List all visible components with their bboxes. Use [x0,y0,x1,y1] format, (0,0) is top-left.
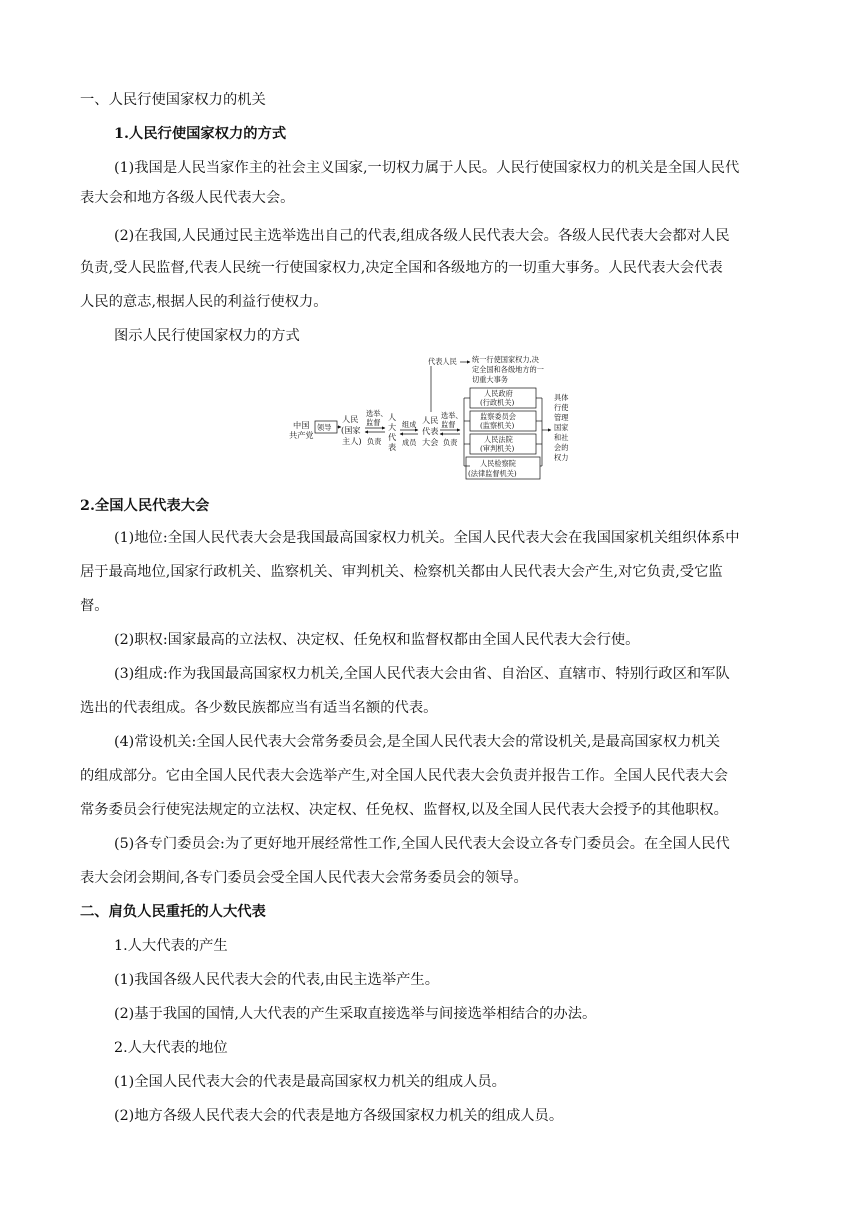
section-heading: 二、肩负人民重托的人大代表 [80,904,266,920]
diagram-congress: 人民 [422,415,439,425]
diagram-responsible2: 负责 [443,438,458,447]
diagram-responsible: 负责 [367,437,382,446]
diagram-rep-people: 代表人民 [428,357,457,366]
paragraph-line: 选出的代表组成。各少数民族都应当有适当名额的代表。 [80,700,438,716]
power-structure-diagram [288,352,584,486]
diagram-exercise: 具体 [554,393,569,402]
diagram-people: 人民 [342,414,359,424]
diagram-exercise: 管理 [554,413,569,422]
diagram-party: 共产党 [289,430,314,440]
diagram-unified: 切重大事务 [472,375,508,384]
diagram-elect2: 监督 [441,420,456,429]
paragraph-line: (2)职权:国家最高的立法权、决定权、任免权和监督权都由全国人民代表大会行使。 [114,632,640,648]
paragraph-line: 居于最高地位,国家行政机关、监察机关、审判机关、检察机关都由人民代表大会产生,对它负责,受它监 [80,564,723,580]
diagram-exercise: 和社 [554,433,569,442]
diagram-people: (国家 [341,425,361,435]
paragraph-line: (1)地位:全国人民代表大会是我国最高国家权力机关。全国人民代表大会在我国国家机关组织体系中 [114,530,740,546]
organ-type: (审判机关) [480,444,515,453]
diagram-exercise: 国家 [554,423,569,432]
diagram-exercise: 行使 [554,403,569,412]
figure-caption: 图示人民行使国家权力的方式 [114,328,300,344]
diagram-member: 成员 [402,438,417,447]
paragraph-line: 人民的意志,根据人民的利益行使权力。 [80,294,328,310]
list-item: (2)地方各级人民代表大会的代表是地方各级国家权力机关的组成人员。 [114,1108,564,1124]
list-item: (1)全国人民代表大会的代表是最高国家权力机关的组成人员。 [114,1074,506,1090]
paragraph-line: (1)我国是人民当家作主的社会主义国家,一切权力属于人民。人民行使国家权力的机关是全国人民代 [114,160,740,176]
diagram-exercise: 会的 [554,443,569,452]
diagram-elect: 选举、 [366,409,388,418]
paragraph-line: 督。 [80,598,109,614]
organ-type: (行政机关) [480,398,515,407]
paragraph-line: 常务委员会行使宪法规定的立法权、决定权、任免权、监督权,以及全国人民代表大会授予的其他职权。 [80,802,728,818]
diagram-party: 中国 [293,420,310,430]
paragraph-line: 表大会和地方各级人民代表大会。 [80,190,295,206]
organ-name: 人民检察院 [480,459,516,468]
organ-name: 监察委员会 [480,412,516,421]
subsection-heading: 1.人民行使国家权力的方式 [114,126,287,142]
diagram-deputies: 表 [388,442,397,452]
paragraph-line: (4)常设机关:全国人民代表大会常务委员会,是全国人民代表大会的常设机关,是最高国家权力机关 [114,734,721,750]
diagram-deputies: 人 [388,412,397,422]
organ-name: 人民法院 [484,435,513,444]
diagram-elect2: 选举、 [441,411,463,420]
paragraph-line: (2)在我国,人民通过民主选举选出自己的代表,组成各级人民代表大会。各级人民代表大会都对人民 [114,228,730,244]
paragraph-line: 的组成部分。它由全国人民代表大会选举产生,对全国人民代表大会负责并报告工作。全国人民代表大会 [80,768,728,784]
diagram-people: 主人) [342,436,362,446]
subsection-heading: 1.人大代表的产生 [114,938,228,954]
diagram-elect: 监督 [366,418,381,427]
diagram-deputies: 大 [388,422,397,432]
diagram-congress: 代表 [422,426,439,436]
diagram-deputies: 代 [388,432,397,442]
paragraph-line: 负责,受人民监督,代表人民统一行使国家权力,决定全国和各级地方的一切重大事务。人民代表大会代表 [80,260,723,276]
subsection-heading: 2.人大代表的地位 [114,1040,228,1056]
diagram-compose: 组成 [402,420,417,429]
diagram-exercise: 权力 [554,453,569,462]
subsection-heading: 2.全国人民代表大会 [80,498,210,514]
paragraph-line: (3)组成:作为我国最高国家权力机关,全国人民代表大会由省、自治区、直辖市、特别行政区和军队 [114,666,730,682]
list-item: (1)我国各级人民代表大会的代表,由民主选举产生。 [114,972,440,988]
paragraph-line: (5)各专门委员会:为了更好地开展经常性工作,全国人民代表大会设立各专门委员会。在全国人民代 [114,836,730,852]
list-item: (2)基于我国的国情,人大代表的产生采取直接选举与间接选举相结合的办法。 [114,1006,597,1022]
diagram-congress: 大会 [422,437,439,447]
section-heading: 一、人民行使国家权力的机关 [80,92,266,108]
diagram-unified: 定全国和各级地方的一 [472,365,544,374]
organ-name: 人民政府 [484,389,513,398]
paragraph-line: 表大会闭会期间,各专门委员会受全国人民代表大会常务委员会的领导。 [80,870,528,886]
organ-type: (法律监督机关) [468,469,517,478]
diagram-lead: 领导 [317,423,332,432]
organ-type: (监察机关) [480,421,515,430]
diagram-unified: 统一行使国家权力,决 [472,355,539,364]
